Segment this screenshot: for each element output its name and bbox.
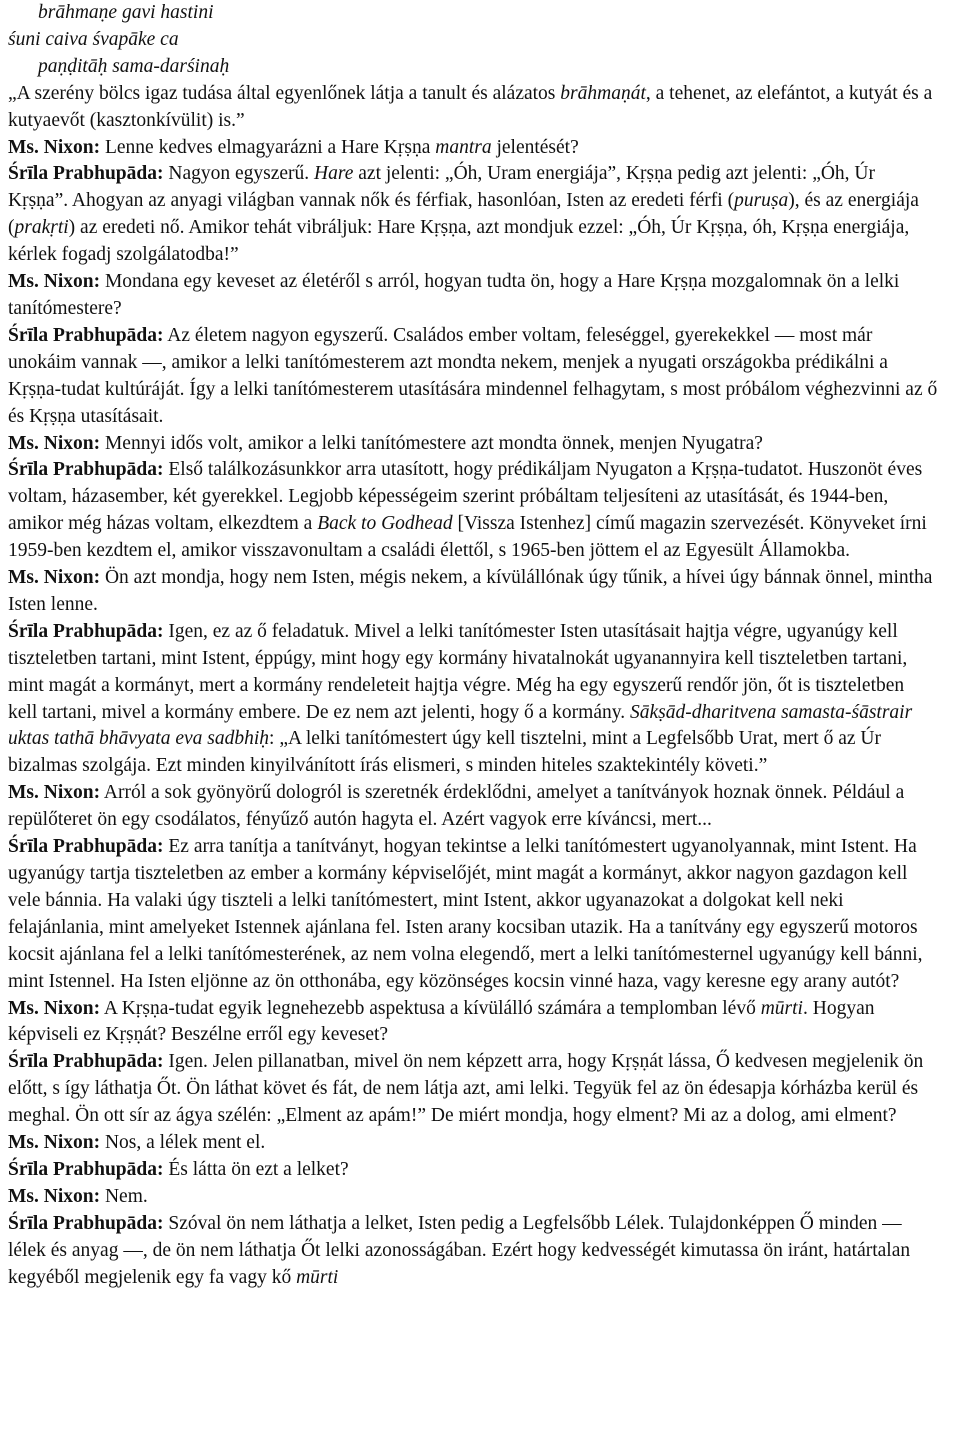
dialogue-paragraph (8, 619, 938, 780)
dialogue-body (8, 81, 938, 1292)
speaker-label: Śrīla Prabhupāda: (8, 324, 164, 346)
italic-term: mantra (435, 136, 492, 158)
paragraph-text: „A szerény bölcs igaz tudása által egyenlőnek látja a tanult és alázatos (8, 82, 561, 104)
paragraph-text: Mondana egy keveset az életéről s arról, hogyan tudta ön, hogy a Hare Kṛṣṇa mozgalomnak ön a lelki tanítómestere? (8, 271, 900, 319)
speaker-label: Śrīla Prabhupāda: (8, 1051, 164, 1073)
paragraph-text: Szóval ön nem láthatja a lelket, Isten pedig a Legfelsőbb Lélek. Tulajdonképpen Ő minden — lélek és anyag —, de ön nem láthatja Őt lelki azonosságában. Ezért hogy kedvességét kimutassa ön iránt, határtalan kegyéből megjelenik egy fa vagy kő (8, 1212, 911, 1288)
paragraph-text: Nem. (100, 1185, 148, 1207)
paragraph-text: Lenne kedves elmagyarázni a Hare Kṛṣṇa (100, 136, 436, 158)
paragraph-text: És látta ön ezt a lelket? (163, 1158, 349, 1180)
paragraph-text: ), és az energiája ( (8, 190, 919, 239)
speaker-label: Śrīla Prabhupāda: (8, 459, 164, 481)
paragraph-text: Ez arra tanítja a tanítványt, hogyan tekintse a lelki tanítómestert ugyanolyannak, mint Istent. Ha ugyanúgy tartja tiszteletben az ember a kormány képviselőjét, mint magát a kormányt, akkor nagyon gazdagon kell vele bánnia. Ha valaki úgy tiszteli a lelki tanítómestert, mint Istent, akkor ugyanazokat a dolgokat kell neki felajánlania, mint amelyeket Istennek ajánlana fel. Isten arany kocsiban utazik. Ha a tanítvány egy egyszerű motoros kocsit ajánlana fel a lelki tanítómesterének, az nem volna elegendő, mert a lelki tanítómesternel ugyanúgy kell bánni, mint Istennel. Ha Isten eljönne az ön otthonába, egy közönséges kocsin vinné haza, vagy keresne egy arany autót? (8, 836, 923, 992)
paragraph-text: jelentését? (491, 136, 579, 158)
italic-term: Back to Godhead (317, 513, 453, 535)
dialogue-paragraph (8, 431, 938, 458)
speaker-label: Śrīla Prabhupāda: (8, 1212, 164, 1234)
paragraph-text: Első találkozásunkkor arra utasított, hogy prédikáljam Nyugaton a Kṛṣṇa-tudatot. Huszonöt éves voltam, házasember, két gyerekkel. Legjobb képességeim szerint próbáltam teljesíteni az utasítását, és 1944-ben, amikor még házas voltam, elkezdtem a (8, 459, 923, 535)
paragraph-text: A Kṛṣṇa-tudat egyik legnehezebb aspektusa a kívülálló számára a templomban lévő (100, 997, 761, 1019)
italic-term: Sākṣād-dharitvena samasta-śāstrair uktas tathā bhāvyata eva sadbhiḥ (8, 701, 913, 750)
paragraph-text: ) az eredeti nő. Amikor tehát vibráljuk: Hare Kṛṣṇa, azt mondjuk ezzel: „Óh, Úr Kṛṣṇa, óh, Kṛṣṇa energiája, kérlek fogadj szolgálatodba!” (8, 217, 910, 266)
speaker-label: Ms. Nixon: (8, 567, 101, 589)
dialogue-paragraph (8, 780, 938, 834)
paragraph-text: Igen, ez az ő feladatuk. Mivel a lelki tanítómester Isten utasításait hajtja végre, ugyanúgy kell tiszteletben tartani, mint Istent, éppúgy, mint hogy egy kormány hivatalnokát ugyanannyira kell tiszteletben tartani, mint magát a kormányt, mert a kormány rendeleteit hajtja végre. Még ha egy egyszerű rendőr jön, őt is tiszteletben kell tartani, mivel a kormány embere. De ez nem azt jelenti, hogy ő a kormány. (8, 620, 908, 723)
paragraph-text: Nagyon egyszerű. (163, 163, 315, 185)
verse-line: śuni caiva śvapāke ca (8, 28, 179, 50)
paragraph-text: Igen. Jelen pillanatban, mivel ön nem képzett arra, hogy Kṛṣṇát lássa, Ő kedvesen megjelenik ön előtt, s így láthatja Őt. Ön láthat követ és fát, de nem látja azt, ami lelki. Tegyük fel az ön édesapja kórházba kerül és meghal. Ön ott sír az ágya szélén: „Elment az apám!” De miért mondja, hogy elment? Mi az a dolog, ami elment? (8, 1051, 924, 1127)
dialogue-paragraph (8, 1157, 938, 1184)
dialogue-paragraph (8, 834, 938, 995)
dialogue-paragraph (8, 1184, 938, 1211)
dialogue-paragraph (8, 996, 938, 1050)
speaker-label: Ms. Nixon: (8, 432, 101, 454)
paragraph-text: Arról a sok gyönyörű dologról is szeretnék érdeklődni, amelyet a tanítványok hoznak önnek. Például a repülőteret ön egy csodálatos, fényűző autón hagyta el. Azért vagyok erre kíváncsi, mert... (8, 782, 905, 831)
italic-term: Hare (314, 163, 354, 185)
dialogue-paragraph (8, 161, 938, 269)
speaker-label: Ms. Nixon: (8, 1132, 101, 1154)
sanskrit-verse (8, 0, 938, 81)
dialogue-paragraph (8, 457, 938, 565)
italic-term: brāhmaṇát (560, 82, 646, 104)
paragraph-text: azt jelenti: „Óh, Uram energiája”, Kṛṣṇa pedig azt jelenti: „Óh, Úr Kṛṣṇa”. Ahogyan az anyagi világban vannak nők és férfiak, hasonlóan, Isten az eredeti férfi ( (8, 163, 876, 212)
speaker-label: Śrīla Prabhupāda: (8, 163, 164, 185)
dialogue-paragraph (8, 323, 938, 431)
paragraph-text: Ön azt mondja, hogy nem Isten, mégis nekem, a kívülállónak úgy tűnik, a hívei úgy bánnak önnel, mintha Isten lenne. (8, 567, 933, 615)
dialogue-paragraph (8, 81, 938, 135)
paragraph-text: . Hogyan képviseli ez Kṛṣṇát? Beszélne erről egy keveset? (8, 997, 875, 1046)
dialogue-paragraph (8, 1049, 938, 1130)
verse-line: brāhmaṇe gavi hastini (38, 2, 214, 23)
italic-term: puruṣa (734, 190, 789, 212)
dialogue-paragraph (8, 269, 938, 323)
speaker-label: Śrīla Prabhupāda: (8, 1158, 164, 1180)
paragraph-text: Az életem nagyon egyszerű. Családos ember voltam, feleséggel, gyerekekkel — most már unokáim vannak —, amikor a lelki tanítómesterem azt mondta nekem, menjek a nyugati országokba prédikálni a Kṛṣṇa-tudat kultúráját. Így a lelki tanítómesterem utasítására mindennel felhagytam, s most próbálom véghezvinni az ő és Kṛṣṇa utasításait. (8, 324, 938, 427)
verse-line: paṇḍitāḥ sama-darśinaḥ (38, 55, 230, 77)
speaker-label: Ms. Nixon: (8, 782, 101, 804)
dialogue-paragraph (8, 1130, 938, 1157)
speaker-label: Ms. Nixon: (8, 997, 101, 1019)
paragraph-text: , a tehenet, az elefántot, a kutyát és a kutyaevőt (kasztonkívülit) is.” (8, 82, 933, 131)
dialogue-paragraph (8, 1211, 938, 1292)
paragraph-text: Nos, a lélek ment el. (100, 1132, 266, 1154)
dialogue-paragraph (8, 565, 938, 619)
speaker-label: Śrīla Prabhupāda: (8, 620, 164, 642)
paragraph-text: : „A lelki tanítómestert úgy kell tisztelni, mint a Legfelsőbb Urat, mert ő az Úr bizalmas szolgája. Ezt minden kinyilvánított írás elismeri, s minden hiteles szaktekintély követi.” (8, 728, 881, 777)
speaker-label: Śrīla Prabhupāda: (8, 836, 164, 858)
paragraph-text: Mennyi idős volt, amikor a lelki tanítómestere azt mondta önnek, menjen Nyugatra? (100, 432, 763, 454)
italic-term: mūrti (296, 1266, 339, 1288)
italic-term: mūrti (760, 997, 803, 1019)
paragraph-text: [Vissza Istenhez] című magazin szervezését. Könyveket írni 1959-ben kezdtem el, amikor visszavonultam a családi élettől, s 1965-ben jöttem el az Egyesült Államokba. (8, 513, 927, 562)
speaker-label: Ms. Nixon: (8, 136, 101, 158)
speaker-label: Ms. Nixon: (8, 1185, 101, 1207)
speaker-label: Ms. Nixon: (8, 271, 101, 293)
dialogue-paragraph (8, 135, 938, 162)
italic-term: prakṛti (14, 217, 69, 239)
